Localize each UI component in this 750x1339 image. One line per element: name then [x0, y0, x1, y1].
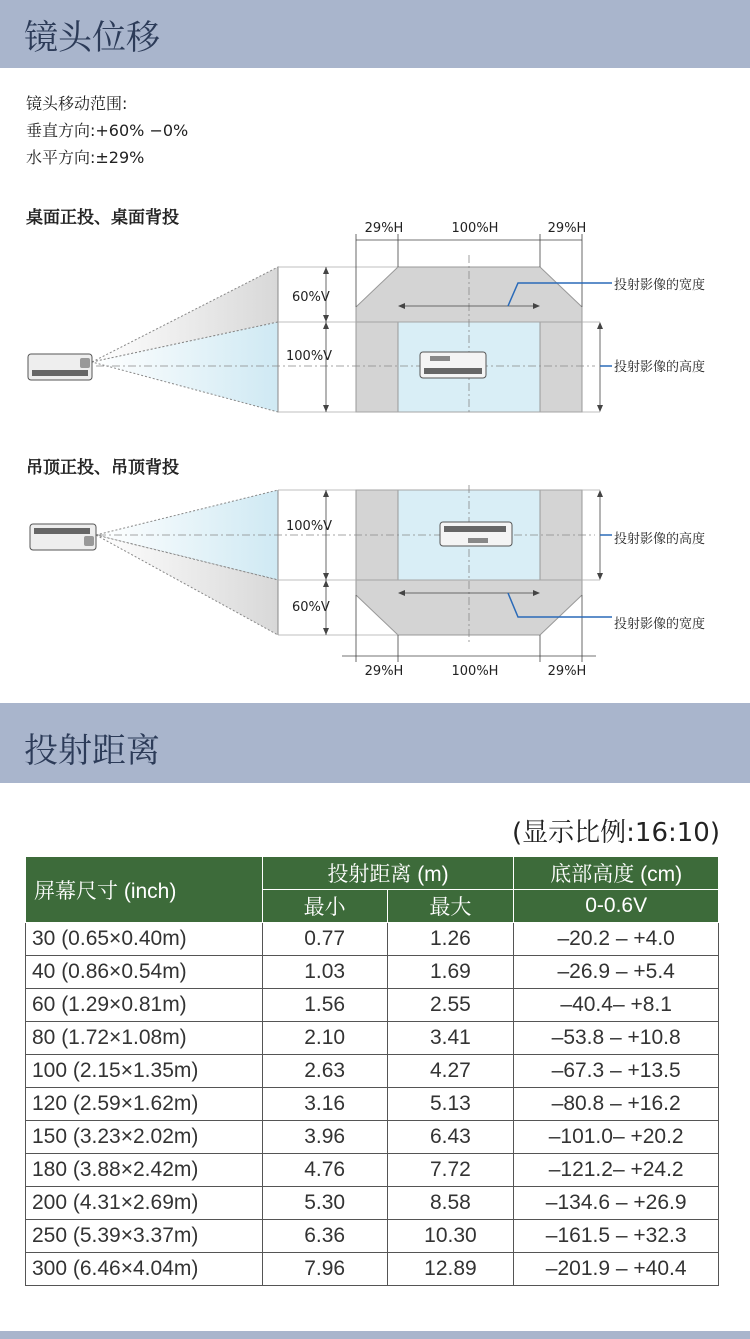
- aspect-ratio-note: (显示比例:16:10): [512, 818, 720, 848]
- table-row: [26, 989, 719, 1022]
- projector-icon: [440, 522, 512, 546]
- desk-dim-center: 100%H: [451, 221, 499, 236]
- ceiling-heading: 吊顶正投、吊顶背投: [26, 458, 179, 478]
- horizontal-shift: 水平方向:±29%: [26, 148, 145, 167]
- cell-min-distance: 0.77: [262, 923, 387, 956]
- cell-min-distance: 5.30: [262, 1187, 387, 1220]
- cell-screen-size: 30 (0.65×0.40m): [26, 923, 263, 956]
- cell-bottom-height: –101.0– +20.2: [514, 1121, 719, 1154]
- cell-min-distance: 2.10: [262, 1022, 387, 1055]
- cell-bottom-height: –20.2 – +4.0: [514, 923, 719, 956]
- ceiling-label-60v: 60%V: [292, 600, 330, 615]
- ceiling-diagram: [0, 480, 750, 680]
- desk-diagram: [0, 210, 750, 440]
- lens-shift-banner: [0, 0, 750, 68]
- desk-label-100v: 100%V: [286, 349, 333, 364]
- cell-min-distance: 1.03: [262, 956, 387, 989]
- desk-callout-height: 投射影像的高度: [614, 360, 706, 375]
- desk-callout-width: 投射影像的宽度: [614, 278, 706, 293]
- cell-bottom-height: –67.3 – +13.5: [514, 1055, 719, 1088]
- cell-screen-size: 200 (4.31×2.69m): [26, 1187, 263, 1220]
- ceiling-callout-height: 投射影像的高度: [614, 532, 706, 547]
- desk-label-60v: 60%V: [292, 290, 330, 305]
- cell-bottom-height: –80.8 – +16.2: [514, 1088, 719, 1121]
- table-row: [26, 1253, 719, 1286]
- cell-screen-size: 300 (6.46×4.04m): [26, 1253, 263, 1286]
- table-row: [26, 1022, 719, 1055]
- throw-distance-table: [25, 856, 719, 1286]
- cell-bottom-height: –134.6 – +26.9: [514, 1187, 719, 1220]
- cell-max-distance: 2.55: [387, 989, 514, 1022]
- cell-bottom-height: –40.4– +8.1: [514, 989, 719, 1022]
- cell-screen-size: 60 (1.29×0.81m): [26, 989, 263, 1022]
- header-min: 最小: [262, 890, 387, 923]
- projector-icon: [28, 354, 92, 380]
- shift-range-label: 镜头移动范围:: [26, 94, 128, 113]
- cell-screen-size: 120 (2.59×1.62m): [26, 1088, 263, 1121]
- ceiling-dim-center: 100%H: [451, 664, 499, 679]
- cell-min-distance: 6.36: [262, 1220, 387, 1253]
- cell-bottom-height: –121.2– +24.2: [514, 1154, 719, 1187]
- table-row: [26, 923, 719, 956]
- desk-dim-left: 29%H: [364, 221, 404, 236]
- ceiling-callout-width: 投射影像的宽度: [614, 617, 706, 632]
- header-shift: 0-0.6V: [514, 890, 719, 923]
- header-bottom-height: 底部高度 (cm): [514, 857, 719, 890]
- cell-screen-size: 150 (3.23×2.02m): [26, 1121, 263, 1154]
- cell-screen-size: 250 (5.39×3.37m): [26, 1220, 263, 1253]
- throw-distance-banner: [0, 703, 750, 783]
- header-max: 最大: [387, 890, 514, 923]
- table-row: [26, 956, 719, 989]
- cell-min-distance: 7.96: [262, 1253, 387, 1286]
- table-row: [26, 1088, 719, 1121]
- cell-max-distance: 6.43: [387, 1121, 514, 1154]
- ceiling-dim-right: 29%H: [547, 664, 587, 679]
- header-screen-size: 屏幕尺寸 (inch): [26, 857, 263, 923]
- vertical-shift: 垂直方向:+60% −0%: [26, 121, 189, 140]
- lens-shift-title: 镜头位移: [24, 18, 160, 58]
- projector-icon: [420, 352, 486, 378]
- cell-max-distance: 7.72: [387, 1154, 514, 1187]
- footer-bar: [0, 1331, 750, 1339]
- cell-bottom-height: –161.5 – +32.3: [514, 1220, 719, 1253]
- cell-screen-size: 100 (2.15×1.35m): [26, 1055, 263, 1088]
- ceiling-dim-left: 29%H: [364, 664, 404, 679]
- cell-min-distance: 4.76: [262, 1154, 387, 1187]
- cell-min-distance: 1.56: [262, 989, 387, 1022]
- cell-max-distance: 4.27: [387, 1055, 514, 1088]
- table-row: [26, 1154, 719, 1187]
- table-row: [26, 1121, 719, 1154]
- cell-screen-size: 180 (3.88×2.42m): [26, 1154, 263, 1187]
- ceiling-label-100v: 100%V: [286, 519, 333, 534]
- cell-screen-size: 80 (1.72×1.08m): [26, 1022, 263, 1055]
- cell-screen-size: 40 (0.86×0.54m): [26, 956, 263, 989]
- cell-max-distance: 10.30: [387, 1220, 514, 1253]
- lens-shift-specs: [26, 90, 188, 171]
- cell-max-distance: 8.58: [387, 1187, 514, 1220]
- cell-min-distance: 3.96: [262, 1121, 387, 1154]
- projector-icon: [30, 524, 96, 550]
- table-row: [26, 1187, 719, 1220]
- desk-heading: 桌面正投、桌面背投: [26, 208, 179, 228]
- cell-max-distance: 12.89: [387, 1253, 514, 1286]
- cell-max-distance: 1.69: [387, 956, 514, 989]
- cell-max-distance: 1.26: [387, 923, 514, 956]
- cell-max-distance: 3.41: [387, 1022, 514, 1055]
- table-row: [26, 1220, 719, 1253]
- header-throw-distance: 投射距离 (m): [262, 857, 514, 890]
- cell-min-distance: 3.16: [262, 1088, 387, 1121]
- cell-bottom-height: –201.9 – +40.4: [514, 1253, 719, 1286]
- cell-bottom-height: –26.9 – +5.4: [514, 956, 719, 989]
- cell-min-distance: 2.63: [262, 1055, 387, 1088]
- cell-bottom-height: –53.8 – +10.8: [514, 1022, 719, 1055]
- table-row: [26, 1055, 719, 1088]
- throw-distance-title: 投射距离: [24, 731, 160, 771]
- desk-dim-right: 29%H: [547, 221, 587, 236]
- cell-max-distance: 5.13: [387, 1088, 514, 1121]
